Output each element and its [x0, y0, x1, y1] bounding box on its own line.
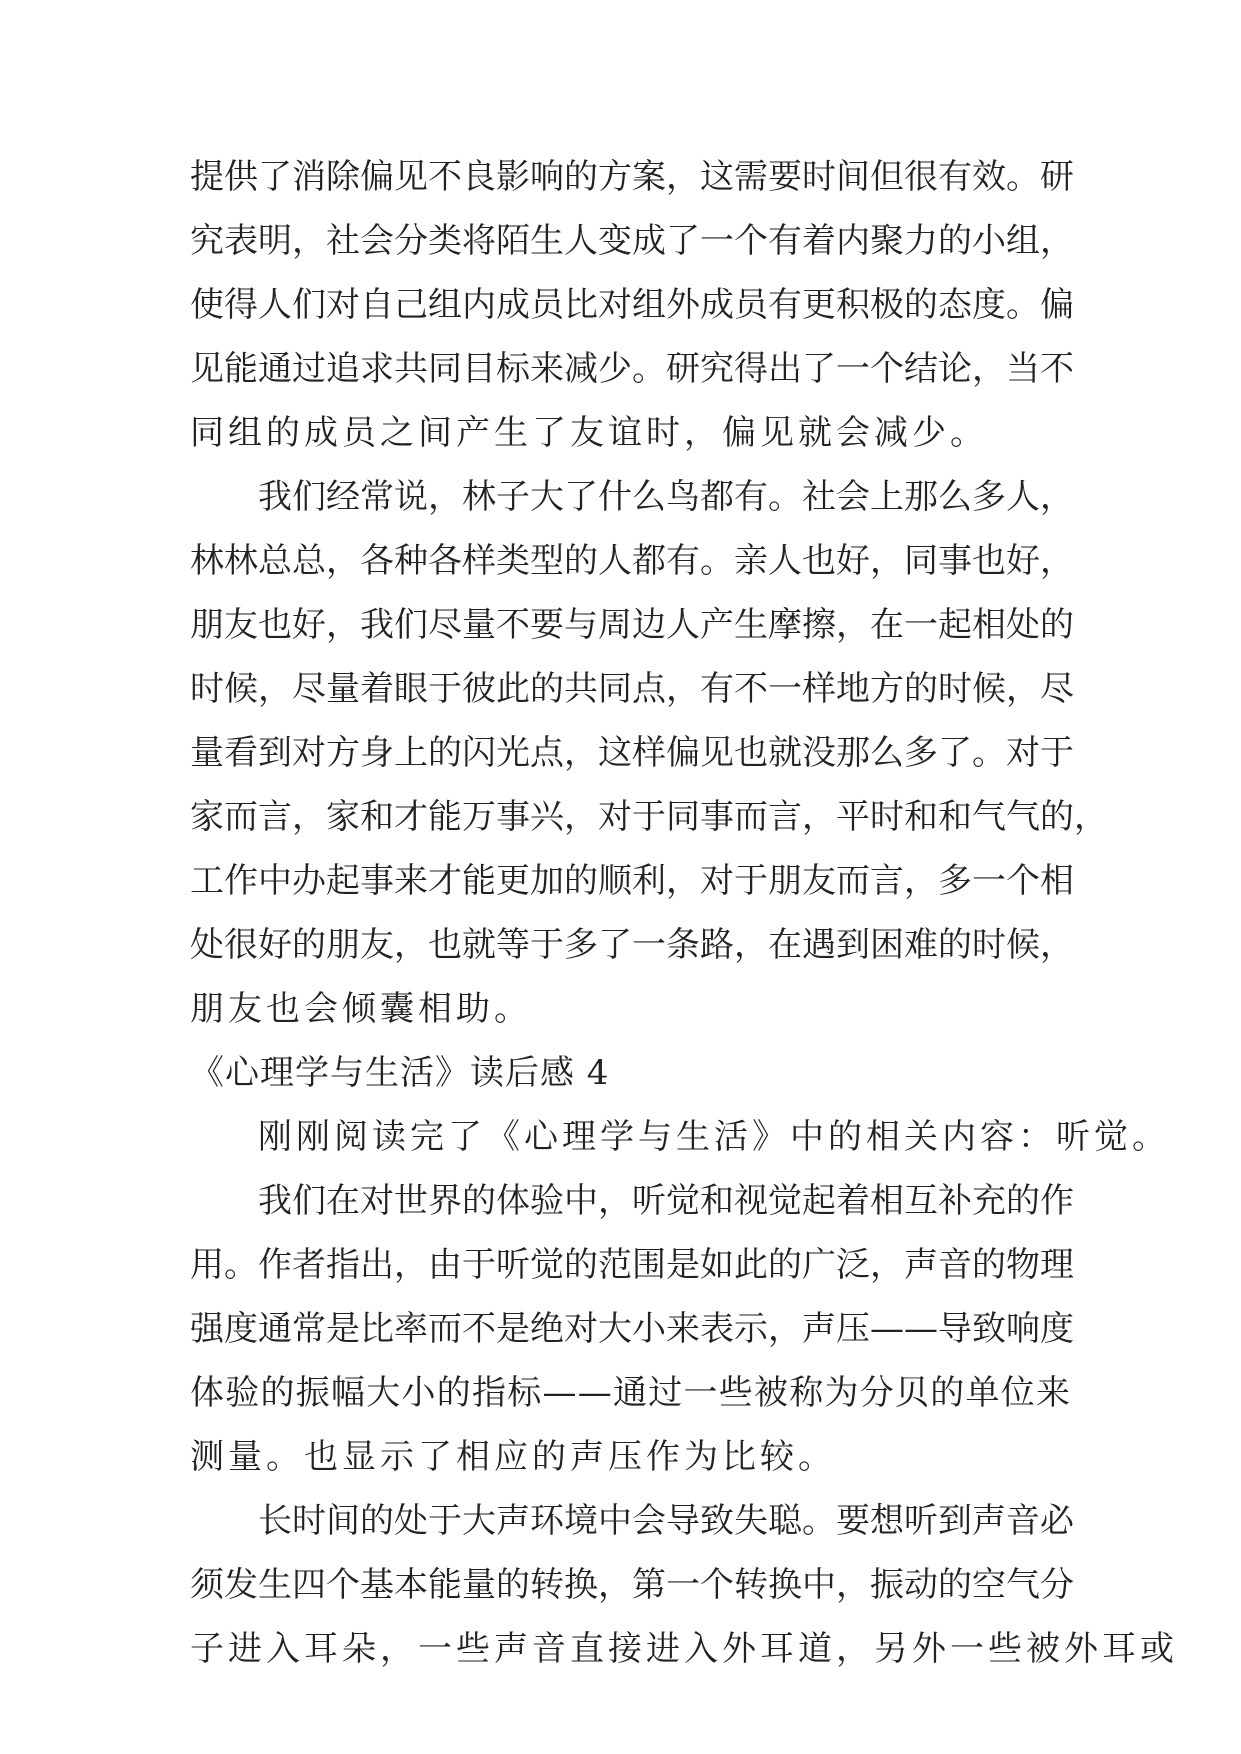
text-line: 测量。也显示了相应的声压作为比较。: [190, 1437, 836, 1477]
text-line: 量 看 到 对 方 身 上 的 闪 光 点 ， 这 样 偏 见 也 就 没 那 么 多 了 。 对 于: [190, 733, 1074, 773]
paragraph: [190, 1489, 1178, 1681]
text-line: 林 林 总 总 ， 各 种 各 样 类 型 的 人 都 有 。 亲 人 也 好 ， 同 事 也 好 ，: [190, 541, 1074, 581]
text-line: 见 能 通 过 追 求 共 同 目 标 来 减 少 。 研 究 得 出 了 一 个 结 论 ， 当 不: [190, 349, 1074, 389]
text-line: 家 而 言 ， 家 和 才 能 万 事 兴 ， 对 于 同 事 而 言 ， 平 时 和 和 气 气 的 ，: [190, 797, 1108, 837]
text-line: 体 验 的 振 幅 大 小 的 指 标 — — 通 过 一 些 被 称 为 分 贝 的 单 位 来: [190, 1373, 1070, 1413]
text-line: 我 们 在 对 世 界 的 体 验 中 ， 听 觉 和 视 觉 起 着 相 互 补 充 的 作: [258, 1181, 1074, 1221]
text-line: 须 发 生 四 个 基 本 能 量 的 转 换 ， 第 一 个 转 换 中 ， 振 动 的 空 气 分: [190, 1565, 1074, 1605]
text-line: 《心理学与生活》读后感 4: [190, 1053, 610, 1093]
text-line: 子进入耳朵，一些声音直接进入外耳道，另外一些被外耳或: [190, 1629, 1178, 1669]
text-line: 朋友也会倾囊相助。: [190, 989, 532, 1029]
text-line: 强 度 通 常 是 比 率 而 不 是 绝 对 大 小 来 表 示 ， 声 压 — — 导 致 响 度: [190, 1309, 1074, 1349]
paragraph: [190, 1169, 1074, 1489]
document-page: [190, 145, 1178, 1681]
text-line: 同组的成员之间产生了友谊时，偏见就会减少。: [190, 413, 988, 453]
text-line: 用 。 作 者 指 出 ， 由 于 听 觉 的 范 围 是 如 此 的 广 泛 ， 声 音 的 物 理: [190, 1245, 1074, 1285]
text-line: 工 作 中 办 起 事 来 才 能 更 加 的 顺 利 ， 对 于 朋 友 而 言 ， 多 一 个 相: [190, 861, 1074, 901]
text-line: 究 表 明 ， 社 会 分 类 将 陌 生 人 变 成 了 一 个 有 着 内 聚 力 的 小 组 ，: [190, 221, 1074, 261]
paragraph: [190, 1105, 1170, 1169]
text-line: 使 得 人 们 对 自 己 组 内 成 员 比 对 组 外 成 员 有 更 积 极 的 态 度 。 偏: [190, 285, 1074, 325]
text-line: 提 供 了 消 除 偏 见 不 良 影 响 的 方 案 ， 这 需 要 时 间 但 很 有 效 。 研: [190, 157, 1074, 197]
text-line: 我 们 经 常 说 ， 林 子 大 了 什 么 鸟 都 有 。 社 会 上 那 么 多 人 ，: [258, 477, 1074, 517]
text-line: 时 候 ， 尽 量 着 眼 于 彼 此 的 共 同 点 ， 有 不 一 样 地 方 的 时 候 ， 尽: [190, 669, 1074, 709]
text-line: 处 很 好 的 朋 友 ， 也 就 等 于 多 了 一 条 路 ， 在 遇 到 困 难 的 时 候 ，: [190, 925, 1074, 965]
text-line: 刚刚阅读完了《心理学与生活》中的相关内容：听觉。: [258, 1117, 1170, 1157]
paragraph: [190, 145, 1074, 465]
text-line: 长 时 间 的 处 于 大 声 环 境 中 会 导 致 失 聪 。 要 想 听 到 声 音 必: [258, 1501, 1074, 1541]
text-line: 朋 友 也 好 ， 我 们 尽 量 不 要 与 周 边 人 产 生 摩 擦 ， 在 一 起 相 处 的: [190, 605, 1074, 645]
paragraph: [190, 465, 1108, 1041]
section-heading: [190, 1041, 1070, 1105]
